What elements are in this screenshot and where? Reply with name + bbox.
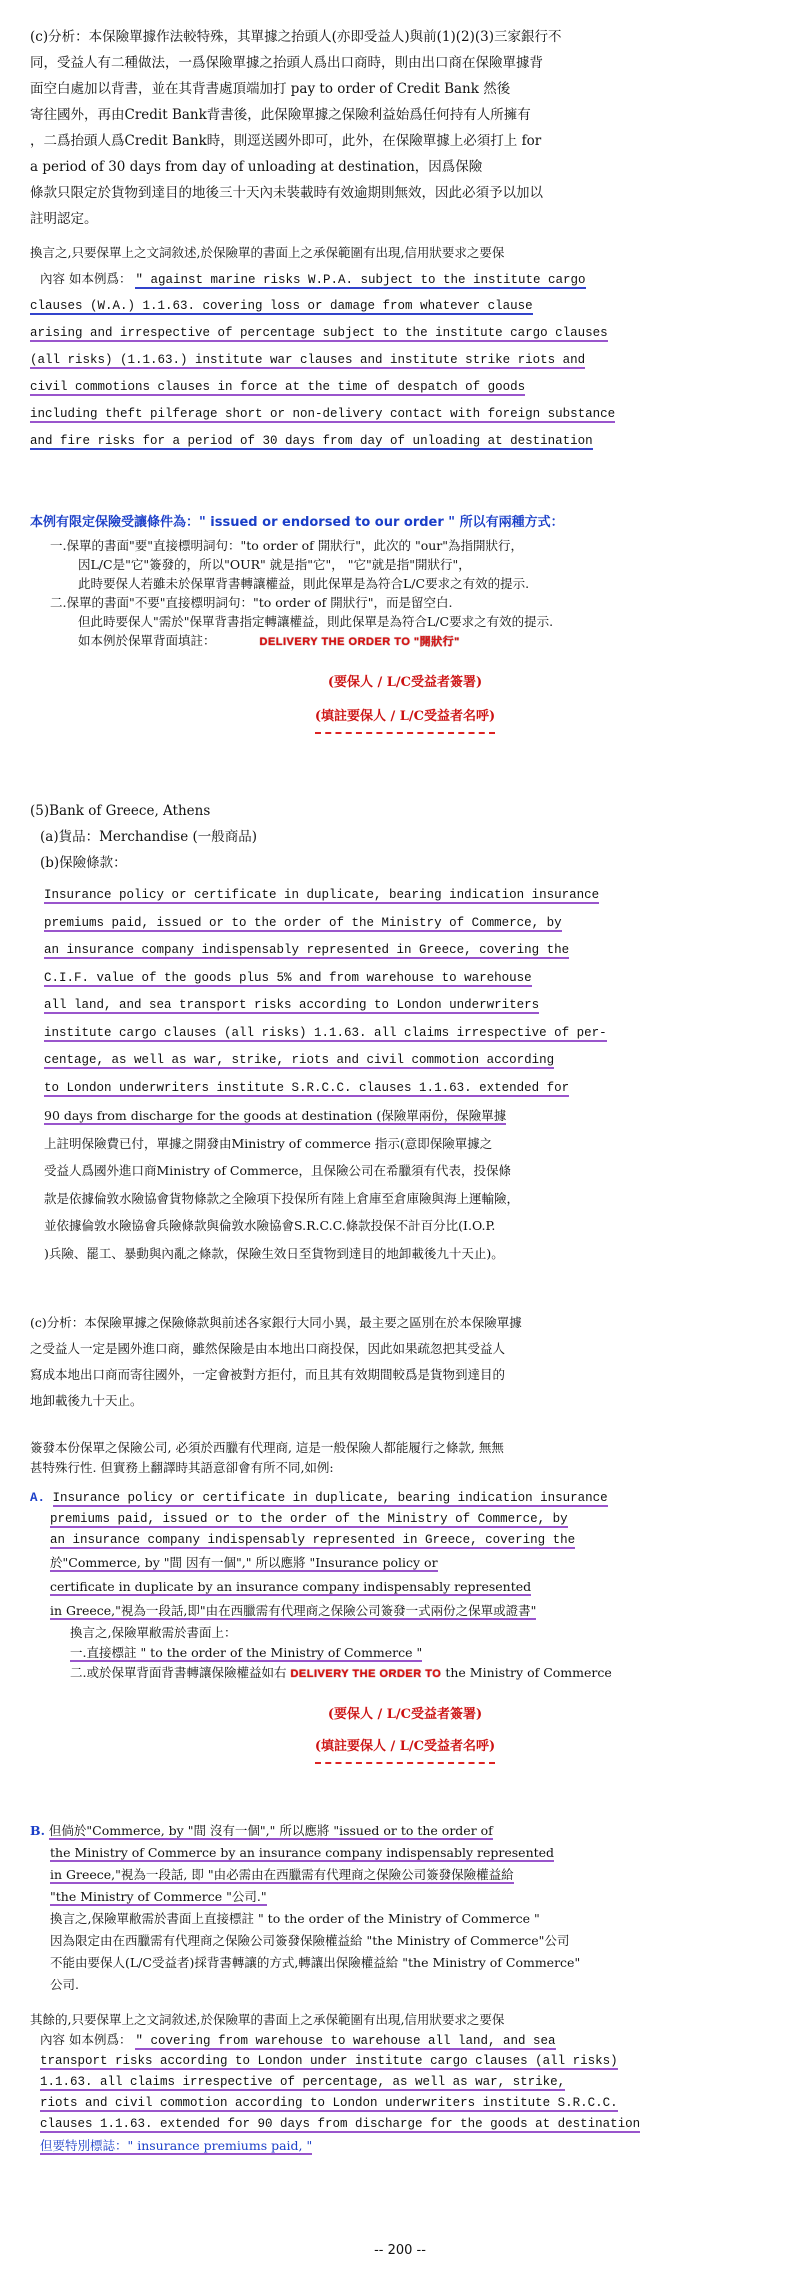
clause-text-line: an insurance company indispensably represented in Greece, covering the: [50, 1533, 576, 1547]
case-b-text: 公司.: [50, 1977, 79, 1992]
case-b-text: "the Ministry of Commerce "公司.": [50, 1889, 267, 1904]
signature-line: (要保人 / L/C受益者簽署): [327, 1707, 483, 1722]
quoted-clause: transport risks according to London under institute cargo clauses (all risks): [40, 2054, 618, 2068]
section-title: (5)Bank of Greece, Athens: [30, 803, 211, 819]
example-item: 因L/C是"它"簽發的，所以"OUR" 就是指"它"， "它"就是指"開狀行"，: [78, 557, 471, 572]
quoted-clause: riots and civil commotion according to London underwriters institute S.R.C.C.: [40, 2096, 618, 2110]
quoted-clause: including theft pilferage short or non-delivery contact with foreign substance: [30, 407, 616, 421]
case-b-text: 因為限定由在西臘需有代理商之保險公司簽發保險權益給 "the Ministry of Commerce"公司: [50, 1933, 570, 1948]
goods-line: (a)貨品：Merchandise (一般商品): [40, 829, 258, 845]
name-line: (填註要保人 / L/C受益者名呼): [315, 704, 495, 734]
analysis-line: (c)分析：本保險單據作法較特殊，其單據之抬頭人(亦即受益人)與前(1)(2)(3)三家銀行不: [30, 29, 562, 45]
analysis-line: ，二爲抬頭人爲Credit Bank時，則逕送國外即可，此外，在保險單據上必須打上 for: [30, 133, 542, 149]
insurance-clause-text: [30, 882, 780, 1267]
example-item: 但此時要保人"需於"保單背書指定轉讓權益，則此保單是為符合L/C要求之有效的提示.: [78, 614, 554, 629]
quoted-clause: clauses (W.A.) 1.1.63. covering loss or damage from whatever clause: [30, 299, 533, 313]
clause-text-line: C.I.F. value of the goods plus 5% and from warehouse to warehouse: [44, 970, 532, 985]
quoted-clause: civil commotions clauses in force at the time of despatch of goods: [30, 380, 526, 394]
clause-text-line: Insurance policy or certificate in duplicate, bearing indication insurance: [44, 888, 600, 902]
quoted-clause: 1.1.63. all claims irrespective of percentage, as well as war, strike,: [40, 2075, 566, 2089]
clause-text-line: 上註明保險費已付，單據之開發由Ministry of commerce 指示(意即保險單據之: [44, 1135, 493, 1151]
sign-company-note: [30, 1438, 780, 1478]
case-b-text: 不能由要保人(L/C受益者)採背書轉讓的方式,轉讓出保險權益給 "the Ministry of Commerce": [50, 1955, 581, 1970]
case-b-text: 換言之,保險單敝需於書面上直接標註 " to the order of the Ministry of Commerce ": [50, 1911, 540, 1926]
example-item: 二.保單的書面"不要"直接標明詞句："to order of 開狀行"，而是留空白.: [50, 595, 453, 610]
page-number: -- 200 --: [374, 2243, 426, 2258]
case-a-text: certificate in duplicate by an insurance company indispensably represented: [50, 1579, 532, 1594]
case-a-text: the Ministry of Commerce: [445, 1665, 612, 1680]
quoted-clause: arising and irrespective of percentage subject to the institute cargo clauses: [30, 326, 608, 340]
clause-text-line: to London underwriters institute S.R.C.C. clauses 1.1.63. extended for: [44, 1080, 570, 1095]
in-other-words-section: [30, 240, 780, 455]
quoted-clause: (all risks) (1.1.63.) institute war clauses and institute strike riots and: [30, 353, 586, 367]
analysis-line: 地卸載後九十天止。: [30, 1393, 143, 1408]
analysis-line: 寄往國外，再由Credit Bank背書後，此保險單據之保險利益始爲任何持有人所擁有: [30, 107, 531, 123]
clause-text-line: an insurance company indispensably represented in Greece, covering the: [44, 943, 570, 957]
section-5c-analysis: [30, 1310, 780, 1414]
intro-line: 換言之,只要保單上之文詞敘述,於保險單的書面上之承保範圍有出現,信用狀要求之要保: [30, 245, 505, 260]
clause-text-line: centage, as well as war, strike, riots and civil commotion according: [44, 1053, 555, 1067]
clause-text-line: institute cargo clauses (all risks) 1.1.63. all claims irrespective of per-: [44, 1025, 607, 1040]
analysis-line: 寫成本地出口商而寄往國外，一定會被對方拒付，而且其有效期間較爲是貨物到達目的: [30, 1367, 506, 1382]
example-block: [30, 510, 780, 734]
quoted-clause: clauses 1.1.63. extended for 90 days from discharge for the goods at destination: [40, 2117, 641, 2131]
case-a: [30, 1488, 780, 1764]
clause-text-line: all land, and sea transport risks according to London underwriters: [44, 998, 540, 1012]
quoted-clause: " against marine risks W.P.A. subject to the institute cargo: [135, 273, 586, 287]
quoted-clause: " covering from warehouse to warehouse all land, and sea: [135, 2034, 556, 2048]
name-line: (填註要保人 / L/C受益者名呼): [315, 1734, 495, 1764]
intro-label: 內容 如本例爲：: [40, 2032, 132, 2047]
special-note: 但要特別標誌：" insurance premiums paid, ": [40, 2138, 313, 2153]
clause-text-line: )兵險、罷工、暴動與內亂之條款，保險生效日至貨物到達目的地卸載後九十天止)。: [44, 1245, 504, 1261]
delivery-stamp: DELIVERY THE ORDER TO "開狀行": [259, 636, 460, 648]
clause-text-line: 款是依據倫敦水險協會貨物條款之全險項下投保所有陸上倉庫至倉庫險與海上運輸險，: [44, 1190, 520, 1206]
analysis-line: a period of 30 days from day of unloading at destination，因爲保險: [30, 159, 483, 175]
case-a-label: A.: [30, 1491, 46, 1505]
case-b-text: 但倘於"Commerce, by "間 沒有一個"," 所以應將 "issued or to the order of: [48, 1823, 493, 1838]
clause-text-line: premiums paid, issued or to the order of the Ministry of Commerce, by: [50, 1512, 568, 1526]
example-item: 一.保單的書面"要"直接標明詞句："to order of 開狀行"，此次的 "our"為指開狀行，: [50, 538, 523, 553]
analysis-line: (c)分析：本保險單據之保險條款與前述各家銀行大同小異，最主要之區別在於本保險單據: [30, 1315, 522, 1330]
note-line: 甚特殊行性. 但實務上翻譯時其語意卻會有所不同,如例:: [30, 1460, 334, 1475]
signature-line: (要保人 / L/C受益者簽署): [327, 675, 483, 690]
section-5-bank-of-greece: [30, 798, 780, 1267]
analysis-line: 面空白處加以背書，並在其背書處頂端加打 pay to order of Credit Bank 然後: [30, 81, 511, 97]
case-a-text: 換言之,保險單敝需於書面上：: [70, 1625, 237, 1640]
case-b-text: the Ministry of Commerce by an insurance company indispensably represented: [50, 1845, 555, 1860]
analysis-line: 同，受益人有二種做法，一爲保險單據之抬頭人爲出口商時，則由出口商在保險單據背: [30, 55, 543, 71]
case-b-text: in Greece,"視為一段話, 即 "由必需由在西臘需有代理商之保險公司簽發保險權益給: [50, 1867, 514, 1882]
case-a-text: 二.或於保單背面背書轉讓保險權益如右: [70, 1665, 287, 1680]
clause-text-line: Insurance policy or certificate in duplicate, bearing indication insurance: [52, 1491, 608, 1505]
remaining-section: [30, 2010, 780, 2157]
delivery-stamp: DELIVERY THE ORDER TO: [290, 1668, 442, 1680]
clause-line: (b)保險條款：: [40, 855, 127, 871]
quoted-clause: and fire risks for a period of 30 days from day of unloading at destination: [30, 434, 593, 448]
case-a-text: 於"Commerce, by "間 因有一個"," 所以應將 "Insurance policy or: [50, 1555, 438, 1570]
case-a-text: in Greece,"視為一段話,即"由在西臘需有代理商之保險公司簽發一式兩份之保單或證書": [50, 1603, 537, 1618]
case-b-label: B.: [30, 1823, 45, 1838]
intro-label: 內容 如本例爲：: [40, 271, 132, 286]
example-head: 本例有限定保險受讓條件為：" issued or endorsed to our order " 所以有兩種方式：: [30, 515, 564, 530]
analysis-line: 註明認定。: [30, 211, 98, 227]
analysis-line: 之受益人一定是國外進口商，雖然保險是由本地出口商投保，因此如果疏忽把其受益人: [30, 1341, 506, 1356]
example-item: 此時要保人若雖未於保單背書轉讓權益，則此保單是為符合L/C要求之有效的提示.: [78, 576, 530, 591]
clause-text-line: premiums paid, issued or to the order of the Ministry of Commerce, by: [44, 915, 562, 930]
intro-line: 其餘的,只要保單上之文詞敘述,於保險單的書面上之承保範圍有出現,信用狀要求之要保: [30, 2012, 505, 2027]
case-a-text: 一.直接標註 " to the order of the Ministry of Commerce ": [70, 1645, 423, 1660]
analysis-line: 條款只限定於貨物到達目的地後三十天內未裝載時有效逾期則無效，因此必須予以加以: [30, 185, 543, 201]
case-b: [30, 1820, 780, 1996]
clause-text-line: 受益人爲國外進口商Ministry of Commerce，且保險公司在希臘須有代表，投保條: [44, 1163, 511, 1178]
clause-text-line: 並依據倫敦水險協會兵險條款與倫敦水險協會S.R.C.C.條款投保不計百分比(I.O.P.: [44, 1218, 496, 1233]
section-c-analysis: [30, 24, 780, 232]
example-item: 如本例於保單背面填註：: [78, 633, 216, 648]
clause-text-line: 90 days from discharge for the goods at destination (保險單兩份，保險單據: [44, 1108, 507, 1123]
note-line: 簽發本份保單之保險公司, 必須於西臘有代理商, 這是一般保險人都能履行之條款, 無無: [30, 1440, 504, 1455]
